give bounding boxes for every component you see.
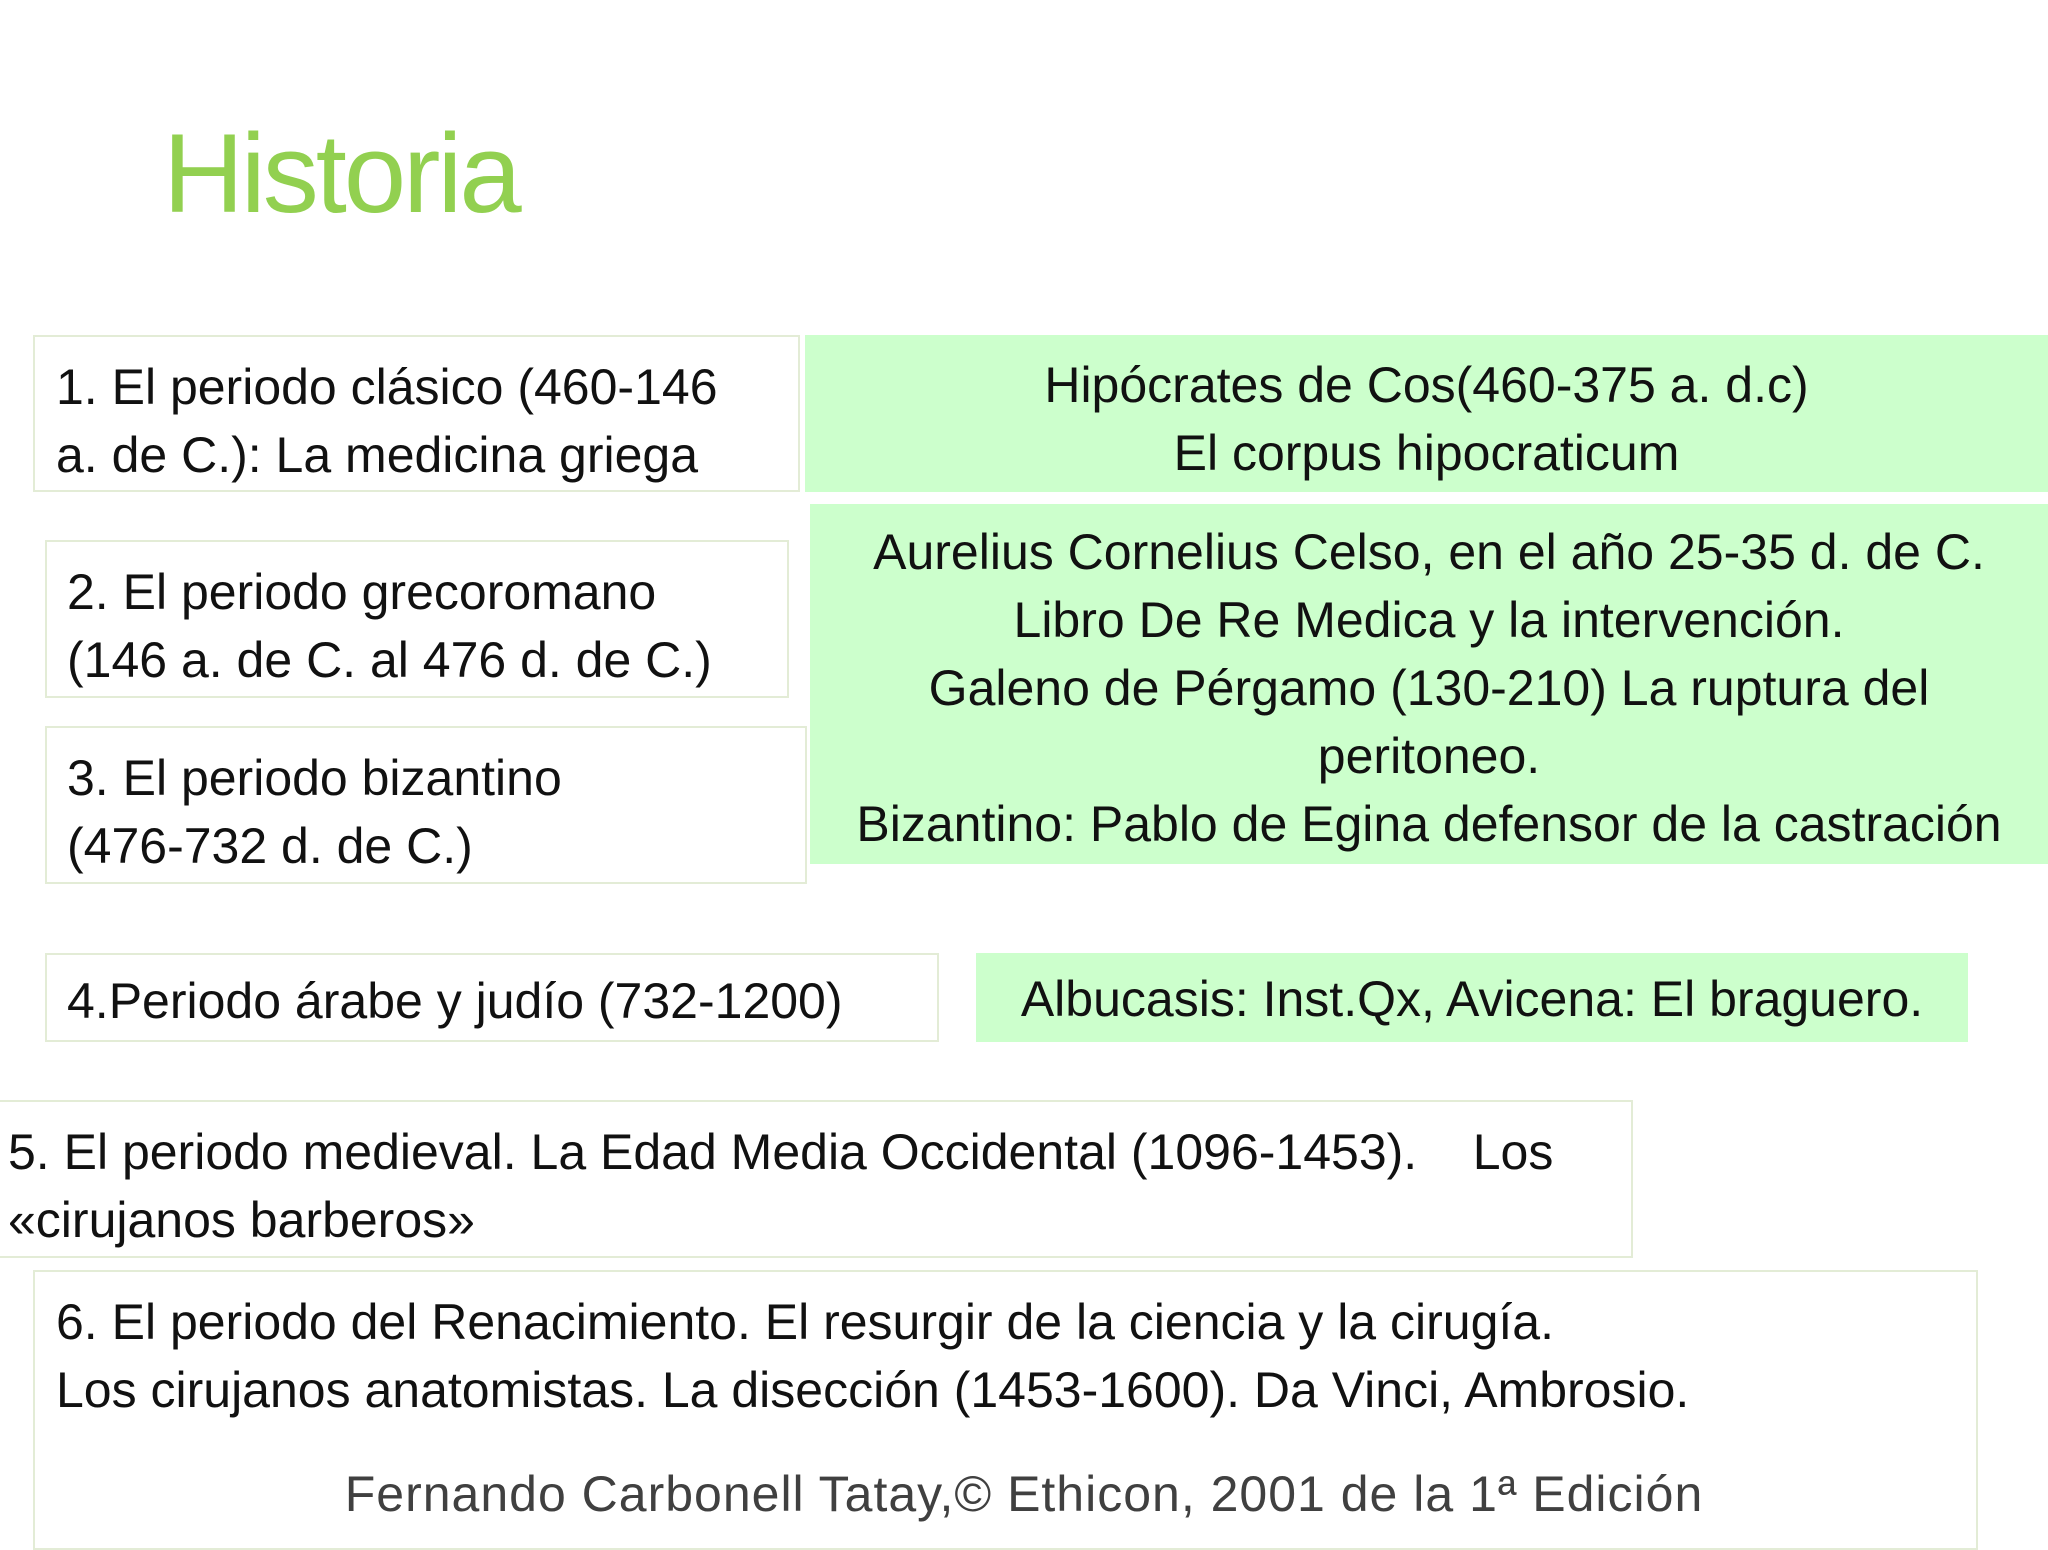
note-albucasis-line-1: Albucasis: Inst.Qx, Avicena: El braguero. [1020,971,1924,1027]
period-medieval-line-1: 5. El periodo medieval. La Edad Media Occidental (1096-1453). Los [8,1124,1554,1180]
period-grecoroman-line-2: (146 a. de C. al 476 d. de C.) [67,632,712,688]
note-hippocrates-box [805,335,2048,492]
period-byzantine-box [45,726,807,884]
period-arab-jewish-box [45,953,939,1042]
period-classic-box [33,335,800,492]
period-arab-jewish-line-1: 4.Periodo árabe y judío (732-1200) [67,973,843,1029]
note-galeno-line-2: peritoneo. [1317,728,1541,784]
note-celso-line-1: Aurelius Cornelius Celso, en el año 25-35 d. de C. [873,524,1985,580]
note-albucasis-box [976,953,1968,1042]
note-byzantine-line: Bizantino: Pablo de Egina defensor de la castración [856,796,2002,852]
period-renaissance-line-2: Los cirujanos anatomistas. La disección (1453-1600). Da Vinci, Ambrosio. [56,1362,1690,1418]
period-renaissance-line-1: 6. El periodo del Renacimiento. El resurgir de la ciencia y la cirugía. [56,1294,1554,1350]
note-hippocrates-line-1: Hipócrates de Cos(460-375 a. d.c) [1044,357,1809,413]
period-classic-line-2: a. de C.): La medicina griega [56,427,699,483]
note-galeno-line-1: Galeno de Pérgamo (130-210) La ruptura del [928,660,1930,716]
period-grecoroman-box [45,540,789,698]
slide-title: Historia [163,111,519,236]
note-celso-line-2: Libro De Re Medica y la intervención. [1013,592,1845,648]
period-byzantine-line-1: 3. El periodo bizantino [67,750,562,806]
period-byzantine-line-2: (476-732 d. de C.) [67,818,473,874]
period-medieval-line-2: «cirujanos barberos» [8,1192,475,1248]
period-medieval-box [0,1100,1633,1258]
period-classic-line-1: 1. El periodo clásico (460-146 [56,359,718,415]
footer-credit: Fernando Carbonell Tatay,© Ethicon, 2001 de la 1ª Edición [344,1466,1704,1522]
note-hippocrates-line-2: El corpus hipocraticum [1173,425,1680,481]
period-grecoroman-line-1: 2. El periodo grecoromano [67,564,657,620]
note-celso-galeno-box [810,504,2048,864]
